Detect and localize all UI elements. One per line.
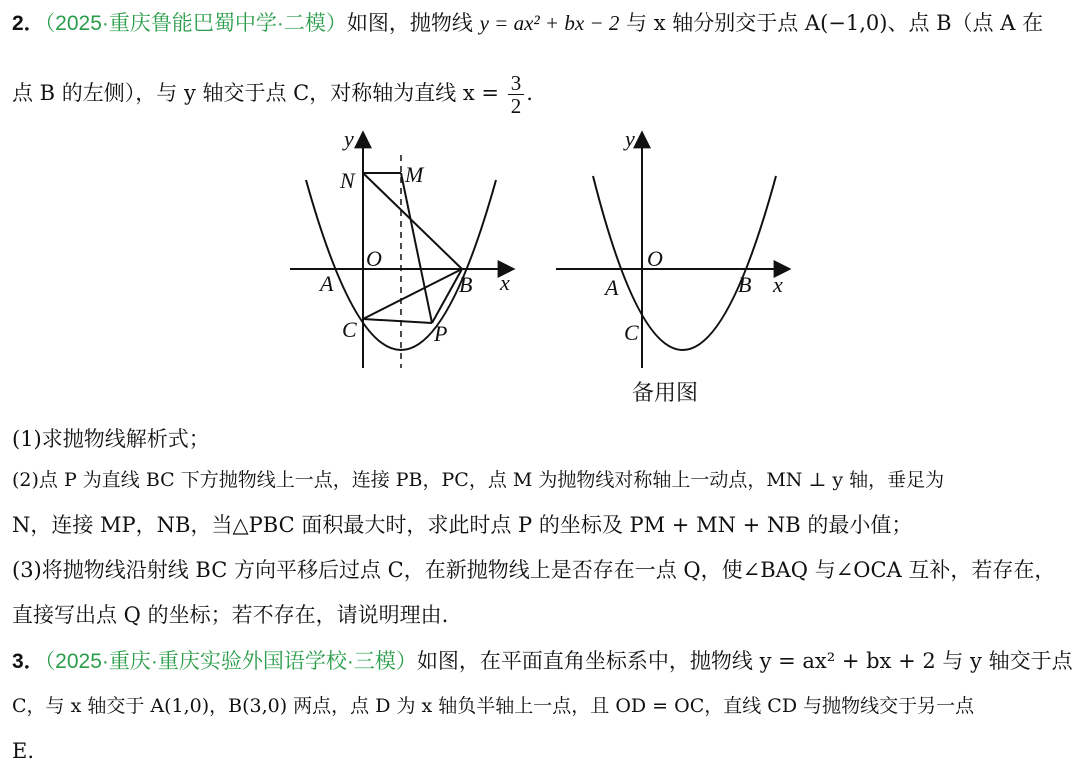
q2-part2-line2: N，连接 MP，NB，当△PBC 面积最大时，求此时点 P 的坐标及 PM + MN + NB 的最小值； <box>12 513 913 537</box>
main-figure <box>290 134 512 368</box>
spare-figure <box>556 134 788 368</box>
q2-part3-line1: (3)将抛物线沿射线 BC 方向平移后过点 C，在新抛物线上是否存在一点 Q，使∠BAQ 与∠OCA 互补，若存在， <box>12 558 1056 582</box>
q3-line-1 <box>12 646 1073 677</box>
q2-part3-line2: 直接写出点 Q 的坐标；若不存在，请说明理由. <box>12 603 449 627</box>
q2-text-2a: 点 B 的左侧），与 y 轴交于点 C，对称轴为直线 x = <box>12 81 506 105</box>
q2-text-2-end: . <box>526 81 533 105</box>
spare-label-y: y <box>625 126 635 151</box>
q2-part1: (1)求抛物线解析式； <box>12 427 210 451</box>
q2-equation: y = ax² + bx − 2 <box>479 11 620 35</box>
main-label-x: x <box>500 270 510 295</box>
main-label-y: y <box>344 126 354 151</box>
main-label-M: M <box>405 162 424 187</box>
spare-label-B: B <box>738 272 752 297</box>
segment-PC <box>363 319 432 323</box>
q2-text-1a: 如图，抛物线 <box>346 11 480 35</box>
q3-line-3: E. <box>12 739 35 763</box>
main-label-P: P <box>434 321 448 346</box>
main-label-C: C <box>342 317 357 342</box>
spare-parabola <box>593 176 776 350</box>
q3-source: （2025·重庆·重庆实验外国语学校·三模） <box>44 650 417 673</box>
main-label-B: B <box>459 272 473 297</box>
q2-source: （2025·重庆鲁能巴蜀中学·二模） <box>44 12 347 35</box>
q3-number: 3． <box>12 650 45 673</box>
segment-MP <box>401 173 432 323</box>
spare-label-x: x <box>773 272 783 297</box>
q2-part2-line1: (2)点 P 为直线 BC 下方抛物线上一点，连接 PB，PC，点 M 为抛物线对称轴上一动点，MN ⊥ y 轴，垂足为 <box>12 469 945 491</box>
spare-label-O: O <box>647 246 663 271</box>
q2-text-1b: 与 x 轴分别交于点 A(−1,0)、点 B（点 A 在 <box>619 11 1044 35</box>
spare-label-C: C <box>624 320 639 345</box>
q3-line-2: C，与 x 轴交于 A(1,0)，B(3,0) 两点，点 D 为 x 轴负半轴上一点，且 OD = OC，直线 CD 与抛物线交于另一点 <box>12 695 975 717</box>
spare-figure-caption: 备用图 <box>632 381 699 406</box>
main-label-N: N <box>340 168 355 193</box>
main-label-O: O <box>366 246 382 271</box>
q3-text-1: 如图，在平面直角坐标系中，抛物线 y = ax² + bx + 2 与 y 轴交于点 <box>416 649 1073 673</box>
axis-numerator: 3 <box>508 72 525 95</box>
q2-number: 2． <box>12 12 45 35</box>
axis-denominator: 2 <box>510 94 522 118</box>
spare-label-A: A <box>605 275 619 300</box>
main-label-A: A <box>320 271 334 296</box>
